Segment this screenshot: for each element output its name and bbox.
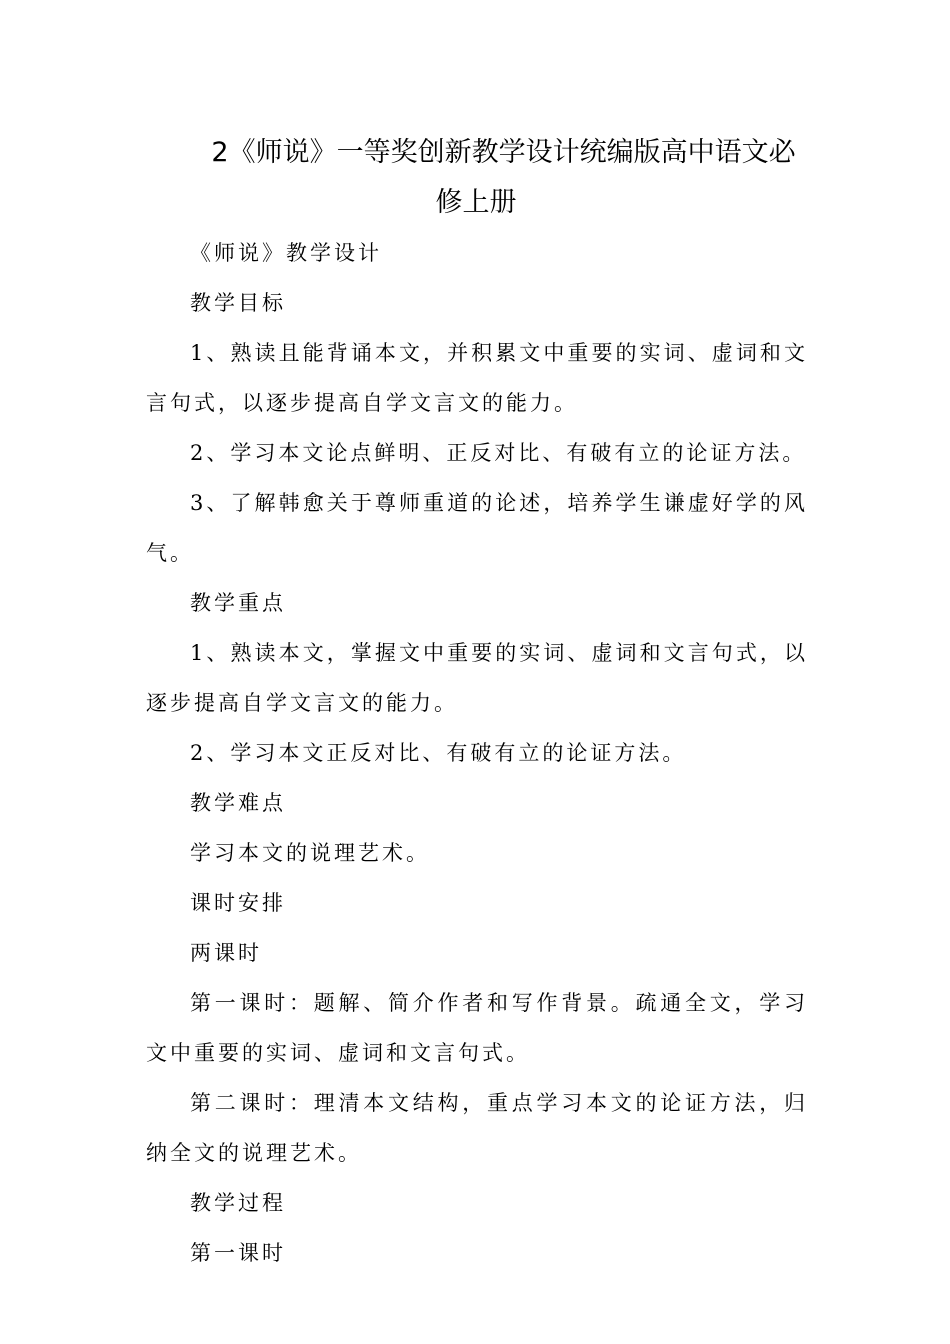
key-point-item-1: 1、熟读本文，掌握文中重要的实词、虚词和文言句式，以逐步提高自学文言文的能力。 bbox=[146, 641, 808, 715]
difficulties-heading: 教学难点 bbox=[190, 791, 286, 815]
key-point-item-2: 2、学习本文正反对比、有破有立的论证方法。 bbox=[190, 741, 687, 765]
process-heading: 教学过程 bbox=[190, 1191, 286, 1215]
lesson-1-heading: 第一课时 bbox=[190, 1241, 286, 1265]
document-body bbox=[146, 228, 808, 1278]
lesson-2-plan: 第二课时：理清本文结构，重点学习本文的论证方法，归纳全文的说理艺术。 bbox=[146, 1091, 808, 1165]
objectives-heading: 教学目标 bbox=[190, 291, 286, 315]
schedule-summary: 两课时 bbox=[190, 941, 262, 965]
objective-item-1: 1、熟读且能背诵本文，并积累文中重要的实词、虚词和文言句式，以逐步提高自学文言文的能力。 bbox=[146, 341, 808, 415]
difficulty-item: 学习本文的说理艺术。 bbox=[190, 841, 430, 865]
objective-item-2: 2、学习本文论点鲜明、正反对比、有破有立的论证方法。 bbox=[190, 441, 807, 465]
schedule-heading: 课时安排 bbox=[190, 891, 286, 915]
design-heading: 《师说》教学设计 bbox=[190, 241, 382, 265]
lesson-1-plan: 第一课时：题解、简介作者和写作背景。疏通全文，学习文中重要的实词、虚词和文言句式。 bbox=[146, 991, 808, 1065]
key-points-heading: 教学重点 bbox=[190, 591, 286, 615]
objective-item-3: 3、了解韩愈关于尊师重道的论述，培养学生谦虚好学的风气。 bbox=[146, 491, 808, 565]
document-title: 2《师说》一等奖创新教学设计统编版高中语文必修上册 bbox=[211, 137, 796, 218]
